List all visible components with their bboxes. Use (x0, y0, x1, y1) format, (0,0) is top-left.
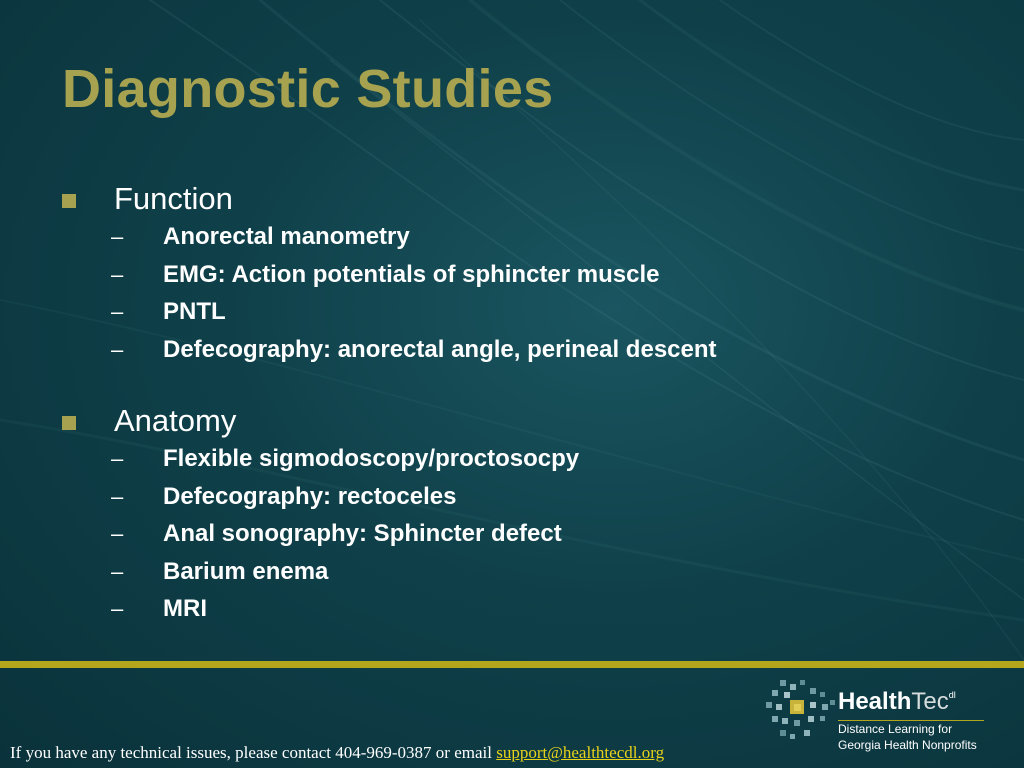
section-function (62, 180, 962, 368)
dash-icon: – (111, 558, 124, 584)
dash-icon: – (111, 483, 124, 509)
list-item-label: MRI (163, 595, 207, 622)
list-item-label: Barium enema (163, 557, 329, 585)
section-anatomy (62, 402, 962, 628)
dash-icon: – (111, 299, 124, 324)
list-item-label: Flexible sigmodoscopy/proctosocpy (163, 445, 580, 472)
support-notice (10, 743, 664, 763)
slide-title: Diagnostic Studies (62, 59, 554, 119)
brand-tagline (838, 721, 977, 753)
footer-divider (0, 661, 1024, 668)
square-bullet-icon (62, 194, 76, 208)
list-item (62, 218, 962, 256)
section-heading (62, 180, 962, 218)
list-item (62, 440, 962, 478)
bullet-list (62, 180, 962, 628)
tagline-line-2: Georgia Health Nonprofits (838, 738, 977, 752)
section-heading (62, 402, 962, 440)
dash-icon: – (111, 596, 124, 621)
healthtec-logo (764, 676, 1014, 756)
dash-icon: – (111, 521, 124, 546)
list-item-label: Defecography: anorectal angle, perineal descent (163, 335, 717, 363)
dash-icon: – (111, 446, 124, 471)
list-item (62, 478, 962, 516)
section-heading-label: Anatomy (114, 403, 237, 438)
section-heading-label: Function (114, 181, 233, 216)
list-item (62, 256, 962, 294)
list-item (62, 553, 962, 591)
brand-bold: Health (838, 688, 912, 715)
dash-icon: – (111, 336, 124, 362)
dash-icon: – (111, 224, 124, 249)
list-item (62, 515, 962, 553)
brand-name (838, 688, 956, 716)
list-item-label: PNTL (163, 298, 226, 325)
list-item-label: Anal sonography: Sphincter defect (163, 520, 562, 547)
square-bullet-icon (62, 416, 76, 430)
support-email-link[interactable]: support@healthtecdl.org (496, 743, 665, 762)
list-item-label: Anorectal manometry (163, 223, 410, 250)
support-notice-text: If you have any technical issues, please contact 404-969-0387 or email (10, 743, 492, 762)
list-item-label: Defecography: rectoceles (163, 482, 457, 510)
brand-sup: dl (948, 690, 956, 700)
cube-cluster-icon (764, 676, 836, 746)
dash-icon: – (111, 261, 124, 287)
list-item (62, 293, 962, 331)
list-item-label: EMG: Action potentials of sphincter muscle (163, 260, 660, 288)
list-item (62, 331, 962, 369)
list-item (62, 590, 962, 628)
tagline-line-1: Distance Learning for (838, 722, 953, 736)
brand-light: Tec (911, 688, 949, 715)
